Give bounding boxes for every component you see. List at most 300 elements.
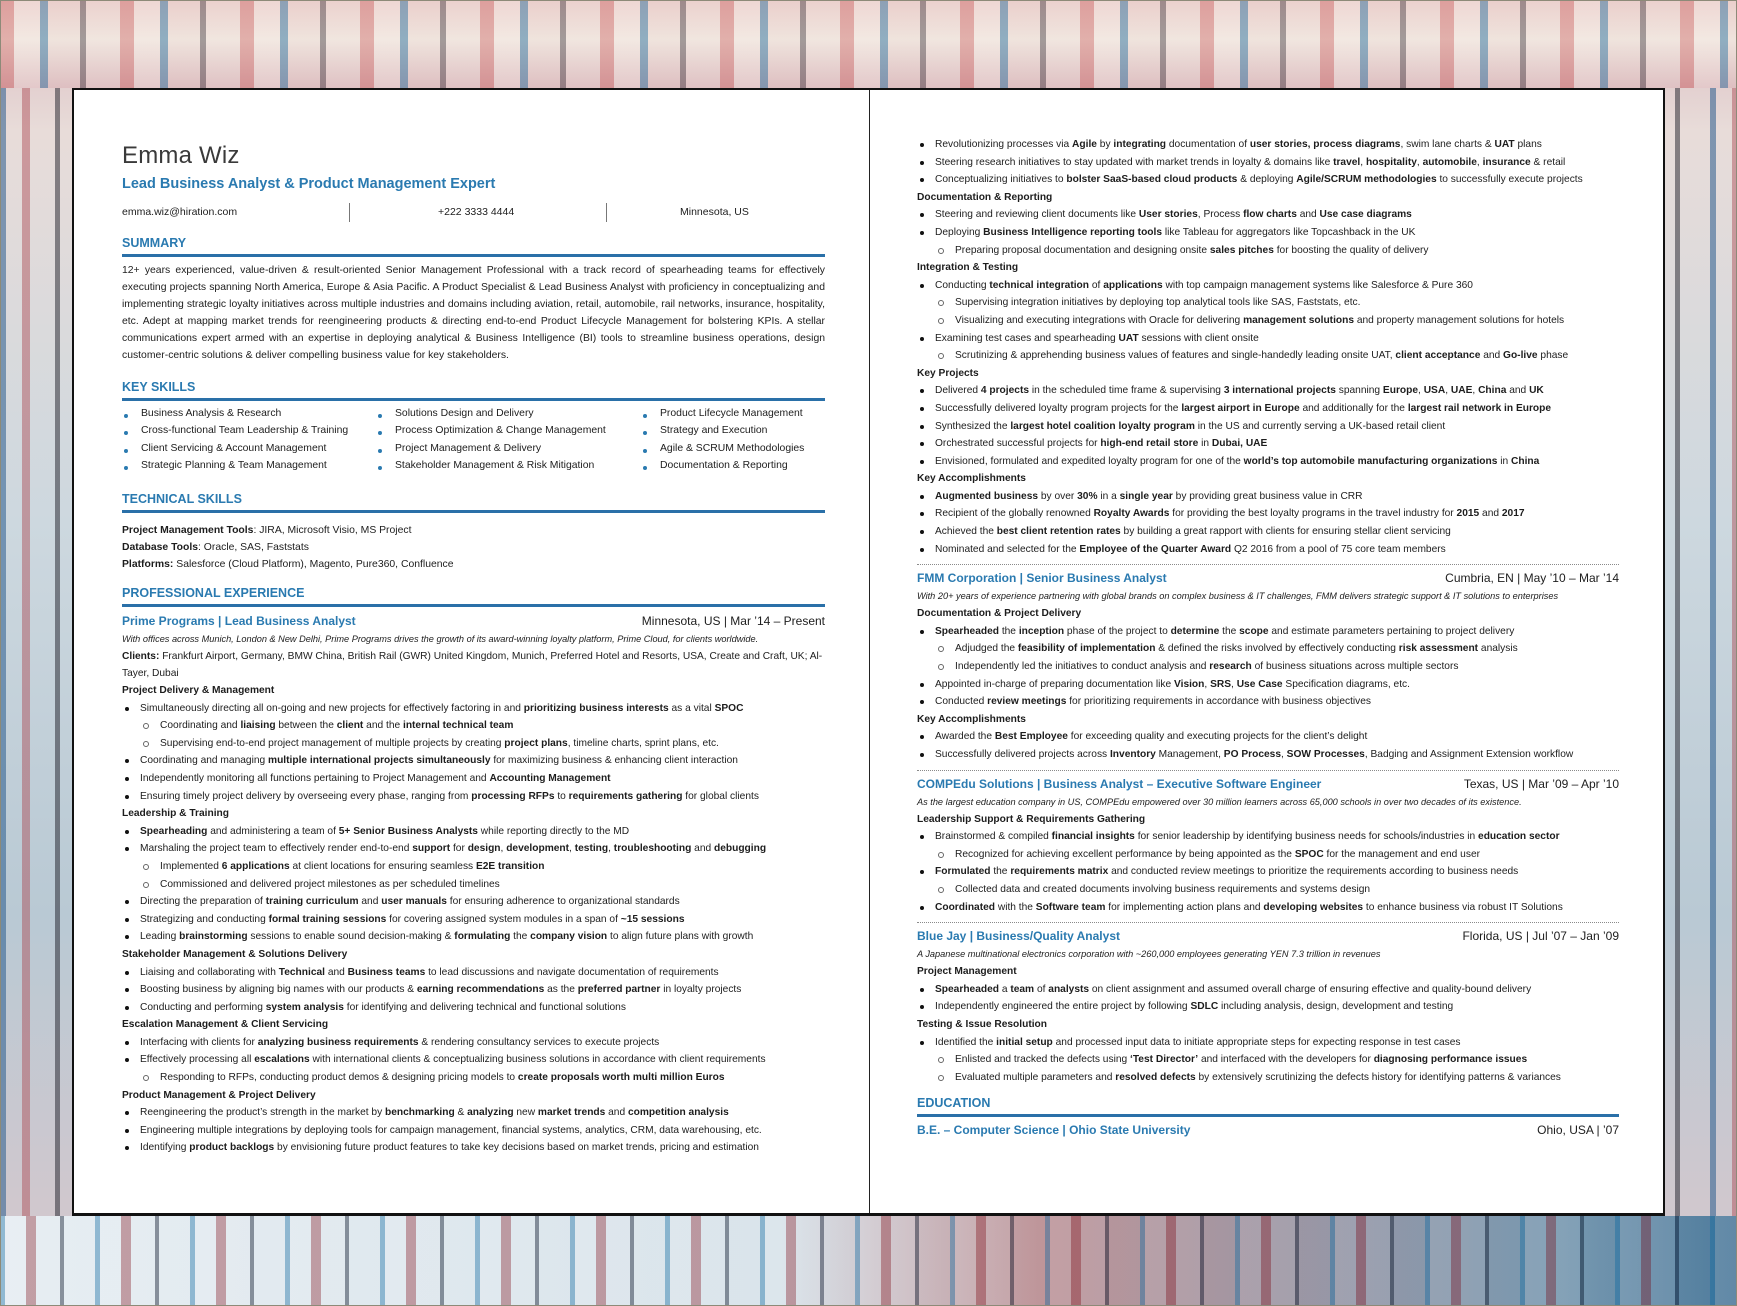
text-run: Conceptualizing initiatives to — [935, 174, 1067, 186]
text-run: Effectively processing all — [140, 1054, 255, 1066]
contact-phone: +222 3333 4444 — [438, 206, 515, 218]
emphasis-text: ~15 sessions — [620, 913, 685, 925]
emphasis-text: UAT — [1494, 139, 1515, 150]
text-run: sessions to enable sound decision-making & — [247, 931, 455, 943]
text-run: Preparing proposal documentation and designing onsite — [955, 244, 1210, 256]
emphasis-text: analyzing — [467, 1107, 514, 1119]
emphasis-text: SDLC — [1190, 1001, 1219, 1013]
bullet-item — [917, 899, 1619, 917]
emphasis-text: development — [506, 843, 570, 855]
emphasis-text: resolved defects — [1115, 1071, 1196, 1083]
job-separator — [917, 922, 1619, 923]
text-run: Strategizing and conducting — [140, 913, 269, 925]
subsection-heading: Leadership & Training — [122, 808, 229, 820]
text-run: and property management solutions for hotels — [1354, 314, 1565, 326]
emphasis-text: Inventory — [1109, 749, 1156, 760]
emphasis-text: applications — [1103, 279, 1163, 291]
subsection-heading: Documentation & Project Delivery — [917, 608, 1082, 620]
skill-item: Documentation & Reporting — [641, 460, 804, 477]
text-run: , — [1360, 156, 1366, 168]
emphasis-text: technical integration — [989, 279, 1090, 291]
emphasis-text: design — [467, 843, 501, 855]
job-location-dates: Texas, US | Mar ’09 – Apr ’10 — [1463, 776, 1619, 791]
subsection-heading: Project Management — [917, 966, 1017, 978]
text-run: Conducted — [935, 696, 988, 708]
section-title-technical-skills: TECHNICAL SKILLS — [122, 492, 242, 506]
text-run: in a — [1097, 490, 1120, 502]
text-run: analysis — [1478, 643, 1518, 655]
text-run: the — [510, 931, 531, 943]
contact-location: Minnesota, US — [680, 206, 749, 218]
emphasis-text: review meetings — [987, 696, 1067, 708]
skill-item: Solutions Design and Delivery — [376, 408, 606, 425]
emphasis-text: insurance — [1482, 156, 1531, 168]
text-run: Evaluated multiple parameters and — [955, 1071, 1116, 1083]
bullet-item — [917, 435, 1619, 453]
subsection-heading: Leadership Support & Requirements Gathering — [917, 813, 1146, 825]
emphasis-text: sales pitches — [1209, 244, 1274, 256]
text-run: Brainstormed & compiled — [935, 831, 1052, 843]
job-header — [122, 611, 825, 631]
sub-bullet-item — [917, 846, 1619, 864]
emphasis-text: E2E transition — [475, 860, 545, 872]
emphasis-text: Formulated — [935, 866, 991, 878]
emphasis-text: hospitality — [1365, 156, 1417, 168]
text-run: as a vital — [668, 702, 715, 714]
text-run: Envisioned, formulated and expedited loyalty program for one of the — [935, 455, 1244, 467]
tech-skill-row — [122, 540, 454, 557]
company-description: A Japanese multinational electronics corporation with ~260,000 employees generating YEN 7.3 trillion in revenues — [917, 949, 1381, 960]
text-run: new — [513, 1107, 538, 1119]
text-run: , — [1204, 678, 1211, 690]
text-run: by providing great business value in CRR — [1172, 490, 1363, 502]
text-run: and — [1506, 385, 1530, 397]
contact-separator — [349, 203, 350, 222]
text-run: by over — [1038, 490, 1078, 502]
text-run: with top campaign management systems like Salesforce & Pure 360 — [1162, 279, 1473, 291]
bullet-item — [917, 418, 1619, 436]
emphasis-text: China — [1511, 455, 1540, 467]
text-run: for identifying and delivering technical and functional solutions — [343, 1001, 626, 1013]
text-run: & deploying — [1237, 174, 1297, 186]
text-run: Coordinating and — [160, 720, 241, 732]
emphasis-text: single year — [1119, 490, 1173, 502]
bullet-item — [122, 1139, 825, 1157]
bullet-item — [122, 1051, 825, 1069]
bullet-item — [917, 136, 1619, 154]
skill-item: Strategy and Execution — [641, 425, 804, 442]
subsection-heading: Stakeholder Management & Solutions Delivery — [122, 948, 348, 960]
text-run: , — [1281, 749, 1287, 760]
emphasis-text: 3 international projects — [1223, 385, 1336, 397]
emphasis-text: Vision — [1174, 678, 1205, 690]
job-title: COMPEdu Solutions | Business Analyst – Executive Software Engineer — [917, 776, 1322, 791]
job-location-dates: Florida, US | Jul ’07 – Jan ’09 — [1462, 929, 1619, 944]
bullet-item — [122, 1034, 825, 1052]
text-run: Deploying — [935, 226, 984, 238]
text-run: Marshaling the project team to effectively render end-to-end — [140, 843, 413, 855]
emphasis-text: Augmented business — [935, 490, 1039, 502]
skill-item: Client Servicing & Account Management — [122, 443, 348, 460]
text-run: at client locations for ensuring seamless — [289, 860, 476, 872]
text-run: Supervising integration initiatives by deploying top analytical tools like SAS, Faststats, etc. — [955, 297, 1361, 309]
emphasis-text: analysts — [1048, 983, 1090, 995]
emphasis-text: requirements matrix — [1010, 866, 1109, 878]
emphasis-text: Spearheaded — [935, 983, 999, 995]
text-run: Revolutionizing processes via — [935, 139, 1073, 150]
emphasis-text: project plans — [504, 737, 568, 749]
contact-row — [122, 203, 825, 223]
bullet-item — [917, 453, 1619, 471]
bullet-item — [917, 488, 1619, 506]
text-run: with international clients & conceptualizing business solutions in accordance with client requirements — [309, 1054, 766, 1066]
emphasis-text: UK — [1529, 385, 1544, 397]
text-run: Ensuring timely project delivery by overseeing every phase, ranging from — [140, 790, 472, 802]
sub-bullet-item — [917, 347, 1619, 365]
bullet-item — [917, 828, 1619, 846]
emphasis-text: troubleshooting — [613, 843, 692, 855]
section-title-summary: SUMMARY — [122, 236, 187, 250]
bullet-item — [917, 171, 1619, 189]
text-run: Successfully delivered loyalty program projects for the — [935, 402, 1182, 414]
text-run: to enhance business via robust IT Solutions — [1363, 901, 1563, 913]
bullet-item — [917, 623, 1619, 641]
text-run: for boosting the quality of delivery — [1273, 244, 1429, 256]
summary-text: 12+ years experienced, value-driven & result-oriented Senior Management Professional with a track record of spearheading teams for effectively executing projects spanning North America, Europe & Asia Pacific. A Product Specialist & Lead Business Analyst with proficiency in conceptualizing and implementing strategic loyalty initiatives across multiple industries and domains including aviation, retail, automobile, rail networks, insurance, hospitality, etc. Adept at mapping market trends for reengineering products & directing end-to-end Product Lifecycle Management for bolstering KPIs. A stellar communications expert armed with an expertise in deploying analytical & Business Intelligence (BI) tools to streamline business operations, design customer-centric solutions & deliver compelling business value for key stakeholders. — [122, 265, 825, 361]
text-run: , — [569, 843, 575, 855]
bullet-item — [917, 746, 1619, 764]
emphasis-text: Agile/SCRUM methodologies — [1296, 174, 1437, 186]
emphasis-text: support — [412, 843, 451, 855]
bullet-item — [122, 788, 825, 806]
emphasis-text: team — [1010, 983, 1035, 995]
contact-separator — [606, 203, 607, 222]
text-run: Q2 2016 from a pool of 75 core team members — [1231, 543, 1446, 555]
text-run: the — [998, 625, 1019, 637]
subsection-heading: Project Delivery & Management — [122, 685, 275, 696]
emphasis-text: client — [336, 720, 364, 732]
job-title: Blue Jay | Business/Quality Analyst — [917, 929, 1120, 944]
subsection-heading: Key Accomplishments — [917, 713, 1026, 725]
text-run: , — [500, 843, 507, 855]
text-run: for exceeding quality and executing projects for the client’s delight — [1067, 731, 1368, 743]
text-run: and — [325, 966, 348, 978]
text-run: & retail — [1530, 156, 1566, 168]
sub-bullet-item — [122, 1069, 825, 1087]
text-run: , — [1472, 385, 1479, 397]
job-header — [917, 568, 1619, 588]
emphasis-text: Agile — [1072, 139, 1097, 150]
text-run: like Tableau for aggregators like Topcashback in the UK — [1162, 226, 1416, 238]
emphasis-text: feasibility of implementation — [1017, 643, 1156, 655]
job-header — [917, 774, 1619, 794]
emphasis-text: preferred partner — [577, 984, 661, 996]
skills-column-2 — [376, 408, 606, 478]
emphasis-text: Europe — [1382, 385, 1419, 397]
sub-bullet-item — [917, 658, 1619, 676]
contact-email[interactable]: emma.wiz@hiration.com — [122, 206, 238, 218]
text-run: of business situations across multiple sectors — [1251, 661, 1459, 673]
emphasis-text: management solutions — [1243, 314, 1355, 326]
experience-flow-page-2 — [917, 136, 1619, 1086]
text-run: Specification diagrams, etc. — [1282, 678, 1410, 690]
emphasis-text: Use Case — [1236, 678, 1283, 690]
text-run: Adjudged the — [955, 643, 1018, 655]
text-run: and estimate parameters pertaining to project delivery — [1268, 625, 1515, 637]
text-run: on client assignment and assumed overall charge of ensuring effective and quality-bound delivery — [1089, 983, 1532, 995]
text-run: Recipient of the globally renowned — [935, 508, 1094, 520]
emphasis-text: liaising — [240, 720, 276, 732]
bullet-item — [917, 382, 1619, 400]
text-run: and processed input data to initiate appropriate steps for expecting response in test cases — [1052, 1036, 1461, 1048]
sub-bullet-item — [917, 1051, 1619, 1069]
company-description: As the largest education company in US, COMPEdu empowered over 30 million learners across 65,000 schools in over two decades of its existence. — [917, 796, 1522, 807]
sub-bullet-item — [917, 312, 1619, 330]
subsection-heading: Key Projects — [917, 367, 979, 379]
text-run: between the — [275, 720, 337, 732]
emphasis-text: training curriculum — [265, 896, 359, 908]
emphasis-text: integrating — [1113, 139, 1167, 150]
text-run: and — [1479, 508, 1502, 520]
emphasis-text: determine — [1170, 625, 1220, 637]
emphasis-text: SOW Processes — [1286, 749, 1365, 760]
text-run: Synthesized the — [935, 420, 1011, 432]
emphasis-text: Best Employee — [994, 731, 1068, 743]
text-run: , Badging and Assignment Extension workflow — [1364, 749, 1574, 760]
text-run: , — [608, 843, 614, 855]
bullet-item — [122, 823, 825, 841]
sub-bullet-item — [917, 1069, 1619, 1087]
text-run: Delivered — [935, 385, 981, 397]
text-run: & rendering consultancy services to execute projects — [418, 1036, 660, 1048]
text-run: Awarded the — [935, 731, 995, 743]
bullet-item — [917, 330, 1619, 348]
bullet-item — [122, 964, 825, 982]
text-run: for maximizing business & enhancing client interaction — [490, 755, 738, 767]
emphasis-text: developing websites — [1263, 901, 1364, 913]
bullet-item — [122, 911, 825, 929]
emphasis-text: internal technical team — [402, 720, 514, 732]
emphasis-text: company vision — [530, 931, 608, 943]
text-run: for global clients — [682, 790, 759, 802]
section-title-experience: PROFESSIONAL EXPERIENCE — [122, 586, 305, 600]
text-run: Enlisted and tracked the defects using — [955, 1054, 1130, 1066]
text-run: the — [1219, 625, 1240, 637]
text-run: and — [1296, 209, 1320, 221]
emphasis-text: Royalty Awards — [1093, 508, 1170, 520]
emphasis-text: benchmarking — [385, 1107, 455, 1119]
bullet-item — [917, 676, 1619, 694]
emphasis-text: multiple international projects simultaneously — [268, 755, 491, 767]
text-run: Scrutinizing & apprehending business values of features and single-handedly leading onsite UAT, — [955, 350, 1396, 362]
text-run: and — [605, 1107, 628, 1119]
text-run: Coordinating and managing — [140, 755, 269, 767]
job-separator — [917, 770, 1619, 771]
emphasis-text: prioritizing business interests — [523, 702, 669, 714]
text-run: , swim lane charts & — [1400, 139, 1495, 150]
emphasis-text: China — [1478, 385, 1507, 397]
text-run: as the — [544, 984, 578, 996]
candidate-name: Emma Wiz — [122, 142, 240, 169]
subsection-heading: Documentation & Reporting — [917, 191, 1053, 203]
text-run: Directing the preparation of — [140, 896, 266, 908]
text-run: phase — [1537, 350, 1569, 362]
text-run: and — [1480, 350, 1504, 362]
text-run: Supervising end-to-end project management of multiple projects by creating — [160, 737, 505, 749]
emphasis-text: Dubai, UAE — [1211, 438, 1268, 450]
sub-bullet-item — [917, 881, 1619, 899]
text-run: Conducting and performing — [140, 1001, 266, 1013]
text-run: spanning — [1335, 385, 1383, 397]
text-run: Identified the — [935, 1036, 997, 1048]
text-run: sessions with client onsite — [1138, 332, 1259, 344]
emphasis-text: Employee of the Quarter Award — [1079, 543, 1232, 555]
text-run: for covering assigned system modules in a span of — [386, 913, 621, 925]
text-run: for prioritizing requirements in accordance with business objectives — [1066, 696, 1372, 708]
skill-item: Product Lifecycle Management — [641, 408, 804, 425]
emphasis-text: initial setup — [996, 1036, 1053, 1048]
emphasis-text: user stories, process diagrams — [1249, 139, 1401, 150]
text-run: for senior leadership by identifying business needs for schools/industries in — [1134, 831, 1479, 843]
emphasis-text: Go-live — [1503, 350, 1538, 362]
resume-page-2 — [917, 90, 1619, 1213]
sub-bullet-item — [122, 735, 825, 753]
text-run: Independently engineered the entire project by following — [935, 1001, 1191, 1013]
resume-document — [72, 88, 1665, 1216]
text-run: Engineering multiple integrations by deploying tools for campaign management, financial systems, analytics, CRM, data warehousing, etc. — [140, 1124, 762, 1136]
text-run: for ensuring adherence to organizational standards — [446, 896, 680, 908]
emphasis-text: User stories — [1138, 209, 1198, 221]
emphasis-text: world’s top automobile manufacturing organizations — [1243, 455, 1498, 467]
text-run: Commissioned and delivered project milestones as per scheduled timelines — [160, 878, 500, 890]
emphasis-text: analyzing business requirements — [257, 1036, 419, 1048]
bullet-item — [917, 224, 1619, 242]
sub-bullet-item — [917, 294, 1619, 312]
text-run: & — [454, 1107, 468, 1119]
emphasis-text: testing — [574, 843, 609, 855]
section-title-education: EDUCATION — [917, 1096, 991, 1110]
text-run: and additionally for the — [1299, 402, 1408, 414]
emphasis-text: requirements gathering — [568, 790, 683, 802]
emphasis-text: best client retention rates — [996, 526, 1121, 538]
technical-skills-list — [122, 523, 454, 573]
bullet-item — [122, 770, 825, 788]
emphasis-text: market trends — [537, 1107, 606, 1119]
emphasis-text: PO Process — [1223, 749, 1281, 760]
emphasis-text: high-end retail store — [1100, 438, 1199, 450]
emphasis-text: escalations — [254, 1054, 310, 1066]
text-run: , — [1445, 385, 1451, 397]
text-run: for providing the best loyalty programs in the travel industry for — [1169, 508, 1457, 520]
skill-item: Agile & SCRUM Methodologies — [641, 443, 804, 460]
emphasis-text: diagnosing performance issues — [1373, 1054, 1528, 1066]
text-run: and — [358, 896, 382, 908]
emphasis-text: Business Intelligence reporting tools — [983, 226, 1163, 238]
bullet-item — [917, 206, 1619, 224]
skill-item: Cross-functional Team Leadership & Training — [122, 425, 348, 442]
emphasis-text: largest hotel coalition loyalty program — [1010, 420, 1195, 432]
text-run: , Process — [1197, 209, 1244, 221]
emphasis-text: education sector — [1478, 831, 1560, 843]
tech-skill-label: Platforms: — [122, 558, 174, 570]
text-run: in the US and currently serving a UK-based retail client — [1194, 420, 1446, 432]
bullet-item — [917, 693, 1619, 711]
text-run: Reengineering the product’s strength in the market by — [140, 1107, 386, 1119]
emphasis-text: 5+ Senior Business Analysts — [338, 825, 478, 837]
bullet-item — [122, 999, 825, 1017]
emphasis-text: flow charts — [1243, 209, 1297, 221]
emphasis-text: Spearheading — [140, 825, 208, 837]
text-run: of — [1034, 983, 1049, 995]
bullet-item — [917, 400, 1619, 418]
text-run: Nominated and selected for the — [935, 543, 1080, 555]
emphasis-text: automobile — [1422, 156, 1477, 168]
bullet-item — [122, 840, 825, 858]
text-run: Steering research initiatives to stay updated with market trends in loyalty & domains like — [935, 156, 1334, 168]
text-run: with the — [995, 901, 1036, 913]
emphasis-text: competition analysis — [627, 1107, 729, 1119]
education-meta: Ohio, USA | ’07 — [1537, 1123, 1619, 1137]
text-run: in — [1198, 438, 1212, 450]
text-run: to — [554, 790, 569, 802]
skills-column-3 — [641, 408, 804, 478]
section-title-key-skills: KEY SKILLS — [122, 380, 196, 394]
emphasis-text: formal training sessions — [268, 913, 387, 925]
section-rule — [122, 254, 825, 257]
emphasis-text: Accounting Management — [489, 772, 611, 784]
emphasis-text: Use case diagrams — [1319, 209, 1412, 221]
text-run: for — [450, 843, 468, 855]
bullet-item — [917, 1034, 1619, 1052]
emphasis-text: brainstorming — [179, 931, 248, 943]
emphasis-text: ‘Test Director’ — [1130, 1054, 1199, 1066]
text-run: , timeline charts, sprint plans, etc. — [567, 737, 719, 749]
text-run: by envisioning future product features to take key decisions based on market trends, pricing and estimation — [274, 1142, 759, 1154]
bullet-item — [122, 928, 825, 946]
emphasis-text: risk assessment — [1398, 643, 1479, 655]
section-rule — [917, 1114, 1619, 1117]
text-run: the — [990, 866, 1011, 878]
emphasis-text: SPOC — [1294, 848, 1324, 860]
text-run: a — [998, 983, 1011, 995]
emphasis-text: bolster SaaS-based cloud products — [1066, 174, 1238, 186]
job-location-dates: Minnesota, US | Mar ’14 – Present — [641, 614, 825, 628]
subsection-heading: Key Accomplishments — [917, 473, 1026, 485]
bullet-item — [917, 863, 1619, 881]
text-run: to lead discussions and navigate documentation of requirements — [425, 966, 719, 978]
emphasis-text: SPOC — [714, 702, 744, 714]
text-run: Leading — [140, 931, 180, 943]
bullet-item — [122, 1104, 825, 1122]
candidate-headline: Lead Business Analyst & Product Management Expert — [122, 176, 496, 192]
sub-bullet-item — [122, 876, 825, 894]
section-rule — [122, 604, 825, 607]
emphasis-text: inception — [1018, 625, 1065, 637]
text-run: Interfacing with clients for — [140, 1036, 258, 1048]
emphasis-text: Technical — [278, 966, 325, 978]
text-run: by extensively scrutinizing the defects history for identifying patterns & variances — [1195, 1071, 1561, 1083]
text-run: plans — [1514, 139, 1542, 150]
emphasis-text: USA — [1423, 385, 1446, 397]
bullet-item — [917, 998, 1619, 1016]
emphasis-text: scope — [1239, 625, 1269, 637]
job-header — [917, 926, 1619, 946]
text-run: , — [1416, 156, 1423, 168]
text-run: and the — [363, 720, 403, 732]
text-run: to successfully execute projects — [1436, 174, 1583, 186]
emphasis-text: largest rail network in Europe — [1407, 402, 1552, 414]
bullet-item — [122, 981, 825, 999]
